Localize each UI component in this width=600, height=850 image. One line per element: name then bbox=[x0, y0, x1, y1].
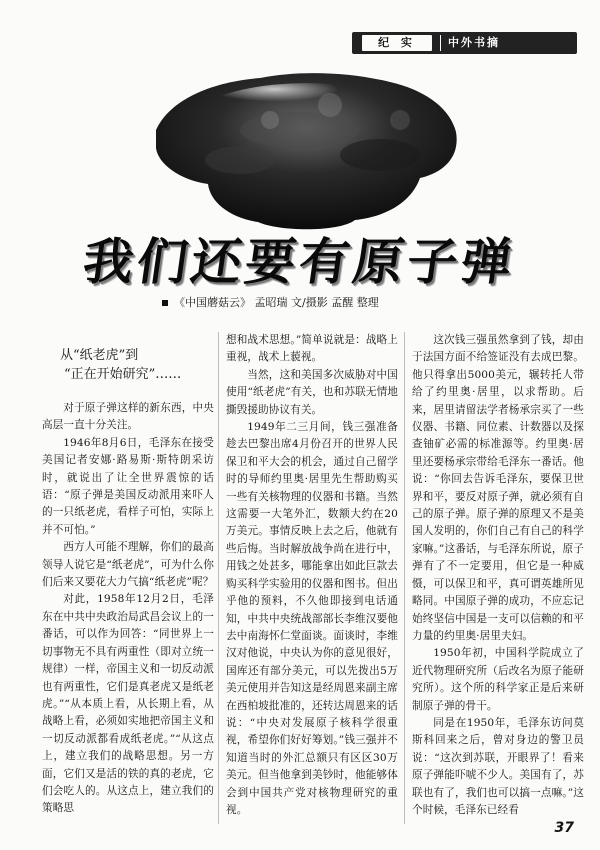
paragraph: 对于原子弹这样的新东西，中央高层一直十分关注。 bbox=[42, 402, 214, 432]
text-column-1 bbox=[42, 400, 214, 818]
header-divider bbox=[440, 35, 441, 51]
article-title: 我们还要有原子弹 bbox=[79, 233, 520, 291]
text-column-3 bbox=[412, 332, 584, 819]
paragraph: 1949年二三月间，钱三强准备趁去巴黎出席4月份召开的世界人民保卫和平大会的机会，通过自己留学时的导师约里奥·居里先生帮助购买一些有关核物理的仪器和书籍。当然这需要一大笔外汇，数额大约在20万美元。事情反映上去之后，他就有些后悔。当时解放战争尚在进行中，用钱之处甚多，哪能拿出如此巨款去购买科学实验用的仪器和图书。但出乎他的预料，不久他即接到电话通知，中共中央统战部部长李维汉要他去中南海怀仁堂面谈。面谈时，李维汉对他说，中央认为你的意见很好，国库还有部分美元，可以先拨出5万美元使用并告知这是经周恩来副主席在西柏坡批准的，还转达周恩来的话说：“中央对发展原子核科学很重视，希望你们好好筹划。”钱三强并不知道当时的外汇总额只有区区30万美元。但当他拿到美钞时，他能够体会到中国共产党对核物理研究的重视。 bbox=[226, 421, 398, 816]
column-rule bbox=[404, 332, 405, 824]
byline-text: 《中国蘑菇云》 孟昭瑞 文/摄影 孟醒 整理 bbox=[174, 296, 379, 309]
section-header-bar bbox=[352, 32, 577, 54]
paragraph: 同是在1950年，毛泽东访问莫斯科回来之后，曾对身边的警卫员说：“这次到苏联，开眼界了！看来原子弹能吓唬不少人。美国有了，苏联也有了，我们也可以搞一点嘛。”这个时候，毛泽东已经看 bbox=[412, 716, 584, 816]
column-label: 中外书摘 bbox=[448, 36, 500, 49]
paragraph: 这次钱三强虽然拿到了钱，却由于法国方面不给签证没有去成巴黎。他只得拿出5000美元，辗转托人带给了约里奥·居里，以求帮助。后来，居里请留法学者杨承宗买了一些仪器、书籍、同位素、计数器以及探查铀矿必需的标准源等。约里奥·居里还要杨承宗带给毛泽东一番话。他说：“你回去告诉毛泽东，要保卫世界和平，要反对原子弹，就必须有自己的原子弹。原子弹的原理又不是美国人发明的，你们自己有自己的科学家嘛。”这番话，与毛泽东所说，原子弹有了不一定要用，但它是一种威慑，可以保卫和平，真可谓英雄所见略同。中国原子弹的成功，不应忘记始终坚信中国是一支可以信赖的和平力量的约里奥·居里夫妇。 bbox=[412, 334, 584, 642]
text-column-2 bbox=[226, 332, 398, 819]
mushroom-cloud-photo bbox=[150, 60, 460, 235]
subhead-line-1: 从“纸老虎”到 bbox=[60, 348, 139, 363]
column-rule bbox=[218, 332, 219, 824]
paragraph: 1950年初，中国科学院成立了近代物理研究所（后改名为原子能研究所）。这个所的科学家正是后来研制原子弹的骨干。 bbox=[412, 647, 584, 712]
subhead-line-2: “正在开始研究”…… bbox=[64, 367, 182, 382]
paragraph: 想和战术思想。”简单说就是：战略上重视，战术上藐视。 bbox=[226, 334, 398, 364]
paragraph: 西方人可能不理解，你们的最高领导人说它是“纸老虎”，可为什么你们后来又要花大力气搞“纸老虎”呢？ bbox=[42, 541, 214, 589]
section-subheading bbox=[60, 346, 210, 384]
page-number: 37 bbox=[554, 820, 574, 836]
section-label: 纪 实 bbox=[362, 35, 432, 51]
byline bbox=[162, 295, 482, 311]
paragraph: 对此，1958年12月2日，毛泽东在中共中央政治局武昌会议上的一番话，可以作为回答：“同世界上一切事物无不具有两重性（即对立统一规律）一样，帝国主义和一切反动派也有两重性，它们是真老虎又是纸老虎。”“从本质上看，从长期上看，从战略上看，必须如实地把帝国主义和一切反动派都看成纸老虎。”“从这点上，建立我们的战略思想。另一方面，它们又是活的铁的真的老虎，它们会吃人的。从这点上，建立我们的策略思 bbox=[42, 593, 214, 815]
paragraph: 1946年8月6日，毛泽东在接受美国记者安娜·路易斯·斯特朗采访时，就说出了让全世界震惊的话语：“原子弹是美国反动派用来吓人的一只纸老虎，看样子可怕，实际上并不可怕。” bbox=[42, 436, 214, 536]
byline-bullet bbox=[162, 300, 168, 306]
paragraph: 当然，这和美国多次威胁对中国使用“纸老虎”有关，也和苏联无情地撕毁援助协议有关。 bbox=[226, 368, 398, 416]
